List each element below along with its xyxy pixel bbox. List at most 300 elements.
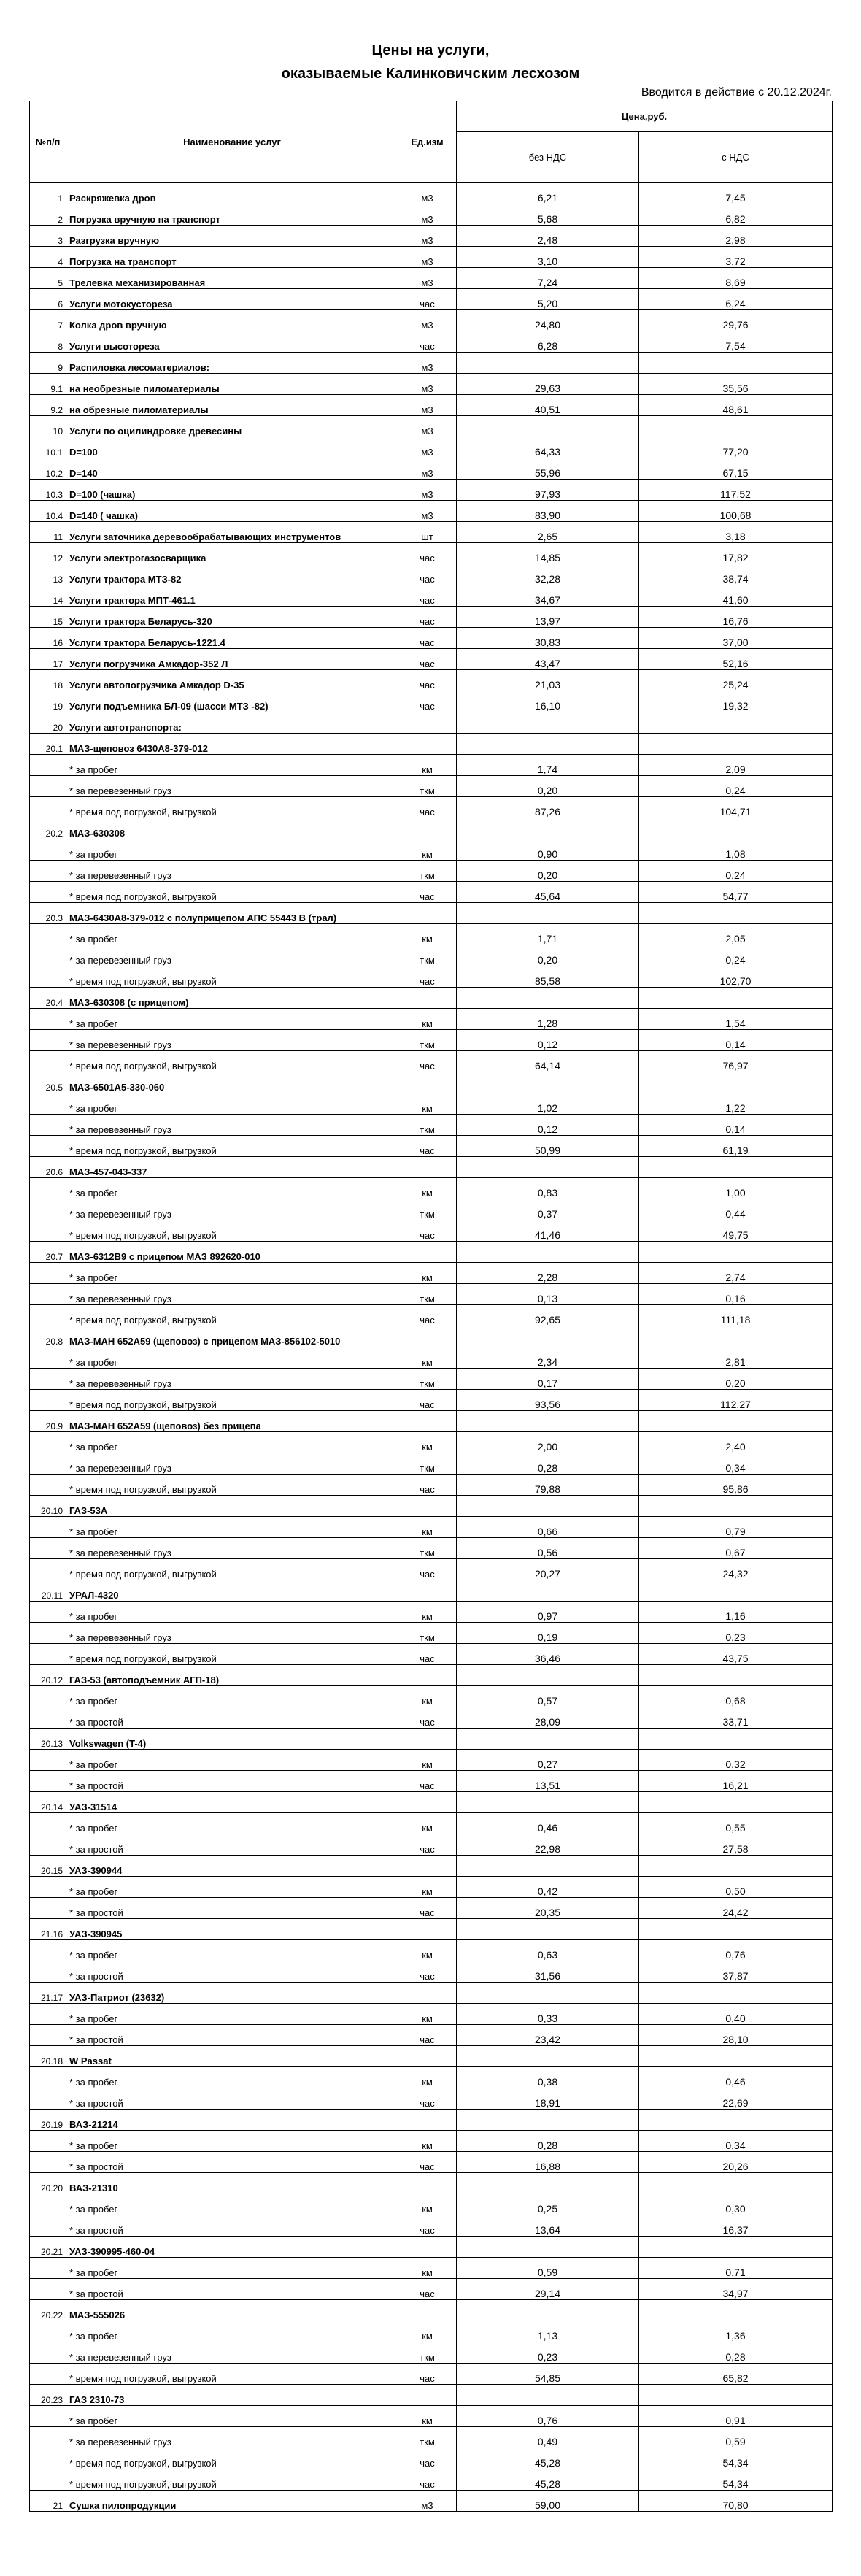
table-row xyxy=(30,2215,833,2237)
service-name: МАЗ-6312В9 с прицепом МАЗ 892620-010 xyxy=(66,1242,398,1263)
table-row xyxy=(30,2152,833,2173)
unit-cell: м3 xyxy=(398,2491,457,2512)
unit-cell xyxy=(398,2110,457,2131)
table-row xyxy=(30,1834,833,1856)
service-name: * время под погрузкой, выгрузкой xyxy=(66,966,398,988)
row-number: 20.20 xyxy=(30,2173,66,2194)
table-row xyxy=(30,289,833,310)
service-name: * за перевезенный груз xyxy=(66,1199,398,1220)
price-no-vat xyxy=(457,1157,639,1178)
row-number xyxy=(30,2004,66,2025)
row-number xyxy=(30,1517,66,1538)
price-with-vat: 52,16 xyxy=(639,649,833,670)
unit-cell: ткм xyxy=(398,861,457,882)
service-name: Услуги трактора МПТ-461.1 xyxy=(66,585,398,607)
price-with-vat xyxy=(639,1580,833,1602)
price-with-vat xyxy=(639,416,833,437)
row-number: 9.2 xyxy=(30,395,66,416)
service-name: Колка дров вручную xyxy=(66,310,398,331)
table-row xyxy=(30,1072,833,1093)
price-no-vat: 41,46 xyxy=(457,1220,639,1242)
table-row xyxy=(30,1856,833,1877)
table-row xyxy=(30,1729,833,1750)
price-with-vat: 8,69 xyxy=(639,268,833,289)
service-name: D=100 xyxy=(66,437,398,458)
service-name: УАЗ-Патриот (23632) xyxy=(66,1983,398,2004)
price-with-vat xyxy=(639,2385,833,2406)
service-name: Услуги автопогрузчика Амкадор D-35 xyxy=(66,670,398,691)
row-number xyxy=(30,2427,66,2448)
price-no-vat xyxy=(457,2046,639,2067)
row-number: 20.12 xyxy=(30,1665,66,1686)
price-no-vat: 1,71 xyxy=(457,924,639,945)
row-number: 20.5 xyxy=(30,1072,66,1093)
row-number: 18 xyxy=(30,670,66,691)
service-name: на обрезные пиломатериалы xyxy=(66,395,398,416)
service-name: * за перевезенный груз xyxy=(66,1284,398,1305)
unit-cell: км xyxy=(398,2406,457,2427)
table-row xyxy=(30,1220,833,1242)
row-number xyxy=(30,1877,66,1898)
price-with-vat xyxy=(639,1242,833,1263)
unit-cell: м3 xyxy=(398,183,457,204)
row-number: 21 xyxy=(30,2491,66,2512)
service-name: ВАЗ-21214 xyxy=(66,2110,398,2131)
unit-cell xyxy=(398,1072,457,1093)
price-with-vat xyxy=(639,1326,833,1347)
price-with-vat: 28,10 xyxy=(639,2025,833,2046)
service-name: * за пробег xyxy=(66,2321,398,2342)
price-with-vat xyxy=(639,1919,833,1940)
service-name: Услуги подъемника БЛ-09 (шасси МТЗ -82) xyxy=(66,691,398,712)
table-row xyxy=(30,797,833,818)
unit-cell: ткм xyxy=(398,1199,457,1220)
row-number: 21.17 xyxy=(30,1983,66,2004)
price-no-vat xyxy=(457,1729,639,1750)
row-number xyxy=(30,1898,66,1919)
row-number xyxy=(30,2342,66,2364)
service-name: Распиловка лесоматериалов: xyxy=(66,353,398,374)
row-number: 15 xyxy=(30,607,66,628)
table-row xyxy=(30,1983,833,2004)
row-number: 9.1 xyxy=(30,374,66,395)
price-no-vat: 24,80 xyxy=(457,310,639,331)
table-row xyxy=(30,395,833,416)
service-name: ГАЗ-53А xyxy=(66,1496,398,1517)
price-no-vat: 6,21 xyxy=(457,183,639,204)
row-number: 20 xyxy=(30,712,66,734)
table-row xyxy=(30,247,833,268)
table-row xyxy=(30,607,833,628)
price-with-vat: 25,24 xyxy=(639,670,833,691)
row-number xyxy=(30,1220,66,1242)
row-number: 8 xyxy=(30,331,66,353)
row-number xyxy=(30,2364,66,2385)
row-number: 20.14 xyxy=(30,1792,66,1813)
row-number xyxy=(30,2258,66,2279)
price-table xyxy=(29,101,833,2512)
unit-cell: км xyxy=(398,2258,457,2279)
row-number xyxy=(30,2279,66,2300)
unit-cell: м3 xyxy=(398,480,457,501)
table-row xyxy=(30,755,833,776)
unit-cell: м3 xyxy=(398,247,457,268)
unit-cell: час xyxy=(398,543,457,564)
table-row xyxy=(30,2491,833,2512)
table-row xyxy=(30,1453,833,1475)
service-name: Услуги автотранспорта: xyxy=(66,712,398,734)
price-no-vat xyxy=(457,2110,639,2131)
service-name: * за пробег xyxy=(66,1178,398,1199)
unit-cell: км xyxy=(398,755,457,776)
service-name: Погрузка вручную на транспорт xyxy=(66,204,398,226)
row-number xyxy=(30,945,66,966)
unit-cell: час xyxy=(398,1220,457,1242)
price-with-vat: 0,76 xyxy=(639,1940,833,1961)
unit-cell: час xyxy=(398,585,457,607)
price-with-vat: 70,80 xyxy=(639,2491,833,2512)
price-with-vat xyxy=(639,1665,833,1686)
price-with-vat: 24,42 xyxy=(639,1898,833,1919)
table-row xyxy=(30,2448,833,2469)
price-no-vat: 5,68 xyxy=(457,204,639,226)
price-no-vat: 2,34 xyxy=(457,1347,639,1369)
table-row xyxy=(30,1411,833,1432)
unit-cell: км xyxy=(398,1750,457,1771)
row-number: 20.3 xyxy=(30,903,66,924)
price-with-vat: 2,09 xyxy=(639,755,833,776)
row-number: 20.6 xyxy=(30,1157,66,1178)
unit-cell: час xyxy=(398,607,457,628)
table-row xyxy=(30,458,833,480)
row-number: 20.1 xyxy=(30,734,66,755)
table-row xyxy=(30,416,833,437)
service-name: * за пробег xyxy=(66,1347,398,1369)
price-no-vat xyxy=(457,1242,639,1263)
row-number: 4 xyxy=(30,247,66,268)
table-row xyxy=(30,2110,833,2131)
unit-cell xyxy=(398,1856,457,1877)
unit-cell xyxy=(398,1326,457,1347)
row-number xyxy=(30,882,66,903)
price-no-vat: 1,02 xyxy=(457,1093,639,1115)
unit-cell: км xyxy=(398,924,457,945)
service-name: * за пробег xyxy=(66,1432,398,1453)
price-with-vat: 3,18 xyxy=(639,522,833,543)
service-name: ГАЗ 2310-73 xyxy=(66,2385,398,2406)
service-name: W Passat xyxy=(66,2046,398,2067)
service-name: * за пробег xyxy=(66,2004,398,2025)
row-number xyxy=(30,1030,66,1051)
price-no-vat: 7,24 xyxy=(457,268,639,289)
table-row xyxy=(30,2025,833,2046)
price-no-vat: 0,66 xyxy=(457,1517,639,1538)
document-title-line1: Цены на услуги, xyxy=(371,42,490,58)
unit-cell: км xyxy=(398,2067,457,2088)
row-number xyxy=(30,1263,66,1284)
row-number: 20.15 xyxy=(30,1856,66,1877)
price-no-vat: 93,56 xyxy=(457,1390,639,1411)
service-name: УАЗ-390944 xyxy=(66,1856,398,1877)
unit-cell: час xyxy=(398,289,457,310)
price-no-vat: 28,09 xyxy=(457,1707,639,1729)
table-row xyxy=(30,776,833,797)
price-with-vat: 100,68 xyxy=(639,501,833,522)
price-with-vat: 43,75 xyxy=(639,1644,833,1665)
unit-cell: км xyxy=(398,1347,457,1369)
price-no-vat: 29,14 xyxy=(457,2279,639,2300)
price-no-vat: 1,28 xyxy=(457,1009,639,1030)
unit-cell xyxy=(398,818,457,839)
row-number: 17 xyxy=(30,649,66,670)
price-with-vat: 6,24 xyxy=(639,289,833,310)
table-row xyxy=(30,1390,833,1411)
price-with-vat: 0,14 xyxy=(639,1115,833,1136)
price-with-vat: 1,36 xyxy=(639,2321,833,2342)
table-row xyxy=(30,437,833,458)
table-row xyxy=(30,649,833,670)
table-row xyxy=(30,2173,833,2194)
price-with-vat: 54,77 xyxy=(639,882,833,903)
price-with-vat: 1,22 xyxy=(639,1093,833,1115)
row-number xyxy=(30,1051,66,1072)
row-number xyxy=(30,2152,66,2173)
row-number xyxy=(30,2321,66,2342)
price-with-vat: 22,69 xyxy=(639,2088,833,2110)
service-name: * за пробег xyxy=(66,1750,398,1771)
row-number xyxy=(30,1093,66,1115)
service-name: * за пробег xyxy=(66,2067,398,2088)
table-row xyxy=(30,2342,833,2364)
service-name: МАЗ-МАН 652А59 (щеповоз) без прицепа xyxy=(66,1411,398,1432)
service-name: Раскряжевка дров xyxy=(66,183,398,204)
price-no-vat: 0,19 xyxy=(457,1623,639,1644)
unit-cell xyxy=(398,712,457,734)
price-no-vat xyxy=(457,1580,639,1602)
unit-cell: час xyxy=(398,1136,457,1157)
price-no-vat: 64,14 xyxy=(457,1051,639,1072)
price-with-vat xyxy=(639,2046,833,2067)
unit-cell: км xyxy=(398,1009,457,1030)
table-row xyxy=(30,1538,833,1559)
price-no-vat: 0,33 xyxy=(457,2004,639,2025)
table-row xyxy=(30,945,833,966)
price-no-vat: 0,25 xyxy=(457,2194,639,2215)
price-no-vat xyxy=(457,988,639,1009)
unit-cell: час xyxy=(398,2152,457,2173)
price-no-vat: 45,28 xyxy=(457,2469,639,2491)
table-row xyxy=(30,1792,833,1813)
price-table-body xyxy=(30,183,833,2512)
price-with-vat: 67,15 xyxy=(639,458,833,480)
table-row xyxy=(30,1305,833,1326)
unit-cell: час xyxy=(398,2364,457,2385)
price-with-vat xyxy=(639,2300,833,2321)
price-with-vat: 7,54 xyxy=(639,331,833,353)
table-row xyxy=(30,1771,833,1792)
service-name: * за перевезенный груз xyxy=(66,1538,398,1559)
effective-date-note: Вводится в действие с 20.12.2024г. xyxy=(641,86,832,99)
price-no-vat: 0,97 xyxy=(457,1602,639,1623)
unit-cell: ткм xyxy=(398,2342,457,2364)
unit-cell: м3 xyxy=(398,268,457,289)
price-no-vat xyxy=(457,734,639,755)
price-with-vat: 2,40 xyxy=(639,1432,833,1453)
service-name: ГАЗ-53 (автоподъемник АГП-18) xyxy=(66,1665,398,1686)
price-no-vat xyxy=(457,1856,639,1877)
price-with-vat: 3,72 xyxy=(639,247,833,268)
table-row xyxy=(30,2237,833,2258)
price-with-vat: 95,86 xyxy=(639,1475,833,1496)
table-row xyxy=(30,1115,833,1136)
price-with-vat: 0,24 xyxy=(639,945,833,966)
service-name: * за пробег xyxy=(66,1686,398,1707)
price-no-vat: 54,85 xyxy=(457,2364,639,2385)
row-number xyxy=(30,1538,66,1559)
unit-cell: ткм xyxy=(398,1369,457,1390)
row-number xyxy=(30,1432,66,1453)
unit-cell: м3 xyxy=(398,437,457,458)
table-row xyxy=(30,988,833,1009)
table-row xyxy=(30,966,833,988)
table-row xyxy=(30,2385,833,2406)
row-number: 10 xyxy=(30,416,66,437)
price-with-vat: 65,82 xyxy=(639,2364,833,2385)
row-number: 20.18 xyxy=(30,2046,66,2067)
unit-cell: км xyxy=(398,1432,457,1453)
service-name: * за пробег xyxy=(66,1263,398,1284)
row-number: 10.3 xyxy=(30,480,66,501)
row-number: 10.2 xyxy=(30,458,66,480)
unit-cell: час xyxy=(398,1898,457,1919)
row-number: 20.8 xyxy=(30,1326,66,1347)
row-number xyxy=(30,966,66,988)
price-with-vat: 0,71 xyxy=(639,2258,833,2279)
unit-cell: час xyxy=(398,2025,457,2046)
price-no-vat: 18,91 xyxy=(457,2088,639,2110)
price-no-vat: 0,49 xyxy=(457,2427,639,2448)
table-row xyxy=(30,501,833,522)
service-name: Сушка пилопродукции xyxy=(66,2491,398,2512)
table-row xyxy=(30,1263,833,1284)
price-with-vat: 37,87 xyxy=(639,1961,833,1983)
row-number: 20.23 xyxy=(30,2385,66,2406)
row-number: 10.1 xyxy=(30,437,66,458)
row-number: 5 xyxy=(30,268,66,289)
table-row xyxy=(30,374,833,395)
price-with-vat xyxy=(639,2173,833,2194)
row-number xyxy=(30,1940,66,1961)
price-with-vat: 0,46 xyxy=(639,2067,833,2088)
price-with-vat: 2,98 xyxy=(639,226,833,247)
row-number: 20.7 xyxy=(30,1242,66,1263)
service-name: * за перевезенный груз xyxy=(66,2342,398,2364)
price-no-vat: 50,99 xyxy=(457,1136,639,1157)
price-with-vat: 0,79 xyxy=(639,1517,833,1538)
price-no-vat: 0,27 xyxy=(457,1750,639,1771)
price-with-vat: 17,82 xyxy=(639,543,833,564)
table-row xyxy=(30,1623,833,1644)
service-name: * за перевезенный груз xyxy=(66,2427,398,2448)
table-row xyxy=(30,1093,833,1115)
unit-cell: час xyxy=(398,2469,457,2491)
price-with-vat: 0,50 xyxy=(639,1877,833,1898)
price-no-vat: 5,20 xyxy=(457,289,639,310)
document-title-line2: оказываемые Калинковичским лесхозом xyxy=(281,66,580,82)
service-name: * за пробег xyxy=(66,924,398,945)
table-row xyxy=(30,1517,833,1538)
table-row xyxy=(30,2279,833,2300)
price-with-vat: 27,58 xyxy=(639,1834,833,1856)
price-no-vat: 3,10 xyxy=(457,247,639,268)
price-with-vat: 48,61 xyxy=(639,395,833,416)
unit-cell: шт xyxy=(398,522,457,543)
row-number xyxy=(30,2025,66,2046)
price-with-vat xyxy=(639,2110,833,2131)
price-no-vat: 34,67 xyxy=(457,585,639,607)
service-name: * за простой xyxy=(66,2279,398,2300)
unit-cell xyxy=(398,1580,457,1602)
row-number xyxy=(30,2448,66,2469)
price-no-vat xyxy=(457,818,639,839)
table-row xyxy=(30,2406,833,2427)
unit-cell xyxy=(398,2385,457,2406)
unit-cell: км xyxy=(398,1602,457,1623)
service-name: УАЗ-390945 xyxy=(66,1919,398,1940)
row-number xyxy=(30,1009,66,1030)
service-name: Погрузка на транспорт xyxy=(66,247,398,268)
row-number: 3 xyxy=(30,226,66,247)
service-name: Услуги трактора МТЗ-82 xyxy=(66,564,398,585)
unit-cell: ткм xyxy=(398,1538,457,1559)
table-row xyxy=(30,1580,833,1602)
unit-cell: км xyxy=(398,2321,457,2342)
service-name: * за перевезенный груз xyxy=(66,1115,398,1136)
price-no-vat: 45,64 xyxy=(457,882,639,903)
unit-cell xyxy=(398,1729,457,1750)
unit-cell xyxy=(398,988,457,1009)
price-no-vat: 0,56 xyxy=(457,1538,639,1559)
table-row xyxy=(30,585,833,607)
row-number xyxy=(30,1559,66,1580)
price-no-vat: 2,48 xyxy=(457,226,639,247)
row-number: 12 xyxy=(30,543,66,564)
table-row xyxy=(30,1496,833,1517)
service-name: * за перевезенный груз xyxy=(66,1453,398,1475)
unit-cell: час xyxy=(398,2279,457,2300)
service-name: * за простой xyxy=(66,1834,398,1856)
table-row xyxy=(30,691,833,712)
row-number xyxy=(30,2406,66,2427)
price-no-vat: 0,38 xyxy=(457,2067,639,2088)
price-with-vat: 0,23 xyxy=(639,1623,833,1644)
price-no-vat: 0,20 xyxy=(457,945,639,966)
row-number xyxy=(30,1453,66,1475)
service-name: * время под погрузкой, выгрузкой xyxy=(66,1390,398,1411)
unit-cell: час xyxy=(398,1771,457,1792)
price-with-vat: 61,19 xyxy=(639,1136,833,1157)
service-name: Услуги мотокустореза xyxy=(66,289,398,310)
table-row xyxy=(30,861,833,882)
service-name: * за простой xyxy=(66,1707,398,1729)
row-number: 20.11 xyxy=(30,1580,66,1602)
unit-cell: час xyxy=(398,797,457,818)
service-name: D=100 (чашка) xyxy=(66,480,398,501)
price-with-vat: 112,27 xyxy=(639,1390,833,1411)
row-number: 13 xyxy=(30,564,66,585)
table-row xyxy=(30,2194,833,2215)
price-no-vat: 0,57 xyxy=(457,1686,639,1707)
